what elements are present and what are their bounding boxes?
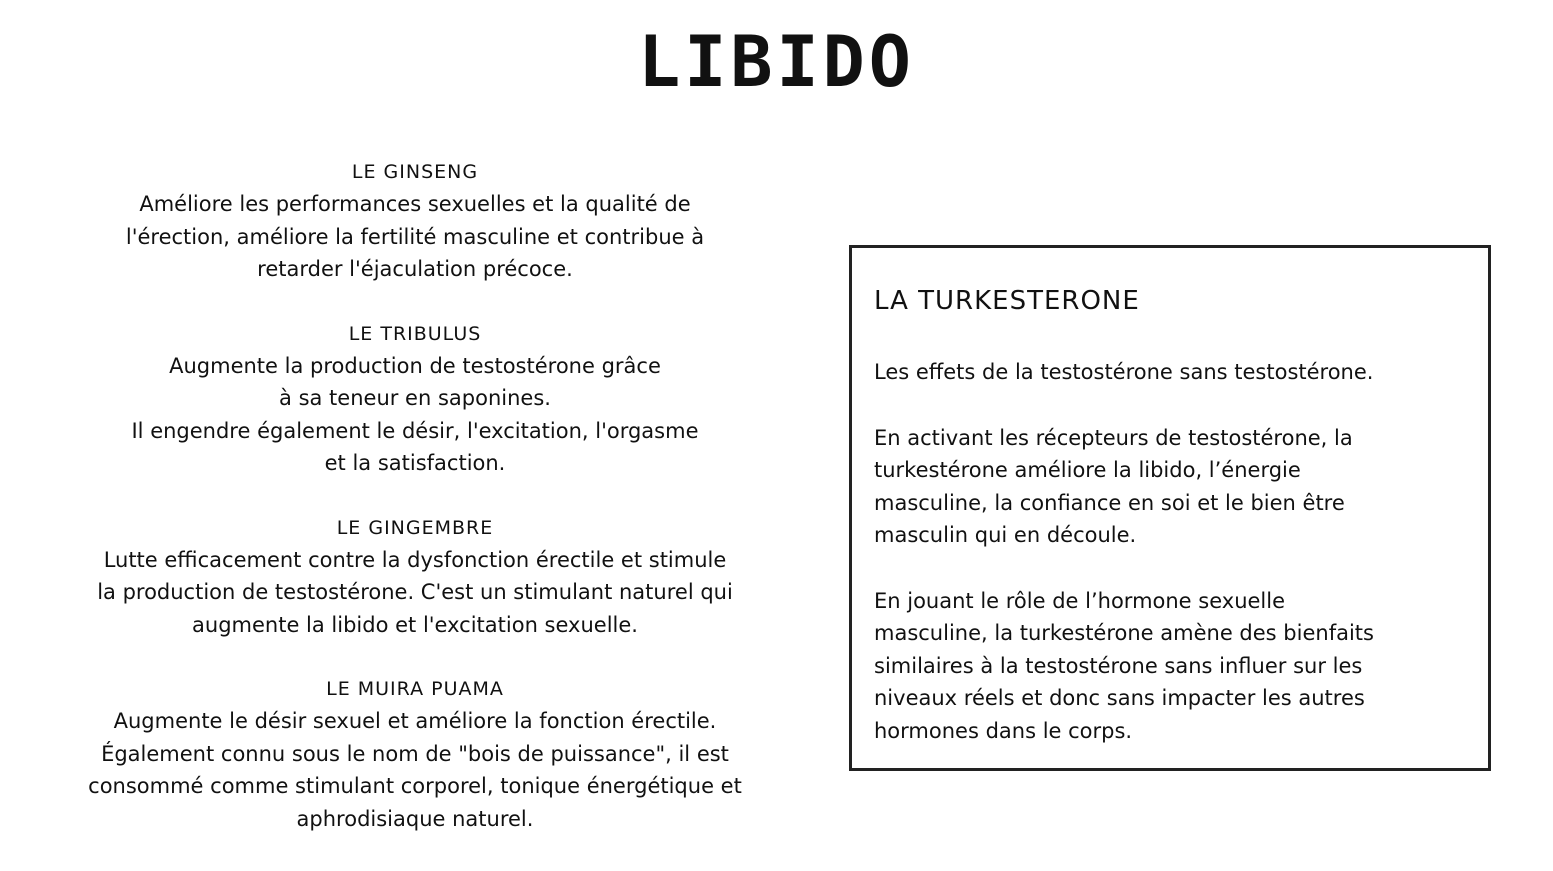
ingredients-column bbox=[20, 156, 810, 867]
section-text-line: la production de testostérone. C'est un stimulant naturel qui bbox=[97, 580, 733, 604]
box-body bbox=[874, 356, 1484, 780]
section-heading: LE TRIBULUS bbox=[348, 322, 482, 345]
box-text-line: hormones dans le corps. bbox=[874, 718, 1133, 743]
section-text-line: augmente la libido et l'excitation sexuelle. bbox=[192, 612, 638, 637]
section-text-line: Augmente le désir sexuel et améliore la fonction érectile. bbox=[113, 709, 717, 733]
section-text-line: consommé comme stimulant corporel, tonique énergétique et bbox=[88, 774, 742, 798]
section-text-line: Augmente la production de testostérone grâce bbox=[169, 353, 661, 378]
section-text-line: à sa teneur en saponines. bbox=[279, 386, 551, 410]
section-heading: LE GINGEMBRE bbox=[336, 516, 494, 539]
box-text-line: masculine, la turkestérone amène des bienfaits bbox=[874, 621, 1374, 645]
box-text-line: En jouant le rôle de l’hormone sexuelle bbox=[874, 588, 1286, 613]
box-heading: LA TURKESTERONE bbox=[874, 286, 1140, 316]
box-text-line: masculine, la confiance en soi et le bien être bbox=[874, 490, 1345, 515]
box-text-line: niveaux réels et donc sans impacter les autres bbox=[874, 686, 1365, 710]
box-paragraph bbox=[874, 356, 1484, 389]
section-text-line: retarder l'éjaculation précoce. bbox=[257, 257, 573, 281]
section-muira-puama bbox=[20, 673, 810, 835]
section-heading: LE MUIRA PUAMA bbox=[326, 678, 504, 700]
section-text-line: Améliore les performances sexuelles et la qualité de bbox=[139, 192, 691, 216]
box-text-line: masculin qui en découle. bbox=[874, 523, 1137, 547]
section-tribulus bbox=[20, 318, 810, 480]
section-ginseng bbox=[20, 156, 810, 286]
section-text-line: et la satisfaction. bbox=[324, 451, 506, 475]
turkesterone-box bbox=[849, 245, 1491, 771]
section-text-line: Lutte efficacement contre la dysfonction érectile et stimule bbox=[103, 547, 727, 572]
box-text-line: similaires à la testostérone sans influer sur les bbox=[874, 653, 1363, 678]
page-title: LIBIDO bbox=[638, 21, 915, 103]
box-paragraph bbox=[874, 585, 1484, 748]
section-gingembre bbox=[20, 512, 810, 642]
section-text-line: aphrodisiaque naturel. bbox=[296, 806, 534, 831]
box-text-line: En activant les récepteurs de testostérone, la bbox=[874, 425, 1353, 450]
section-heading: LE GINSENG bbox=[351, 161, 479, 183]
section-text-line: Également connu sous le nom de "bois de puissance", il est bbox=[101, 741, 729, 766]
box-paragraph bbox=[874, 422, 1484, 552]
box-text-line: Les effets de la testostérone sans testostérone. bbox=[874, 360, 1374, 384]
section-text-line: l'érection, améliore la fertilité masculine et contribue à bbox=[125, 224, 705, 249]
box-text-line: turkestérone améliore la libido, l’énergie bbox=[874, 458, 1301, 482]
section-text-line: Il engendre également le désir, l'excitation, l'orgasme bbox=[131, 418, 699, 443]
